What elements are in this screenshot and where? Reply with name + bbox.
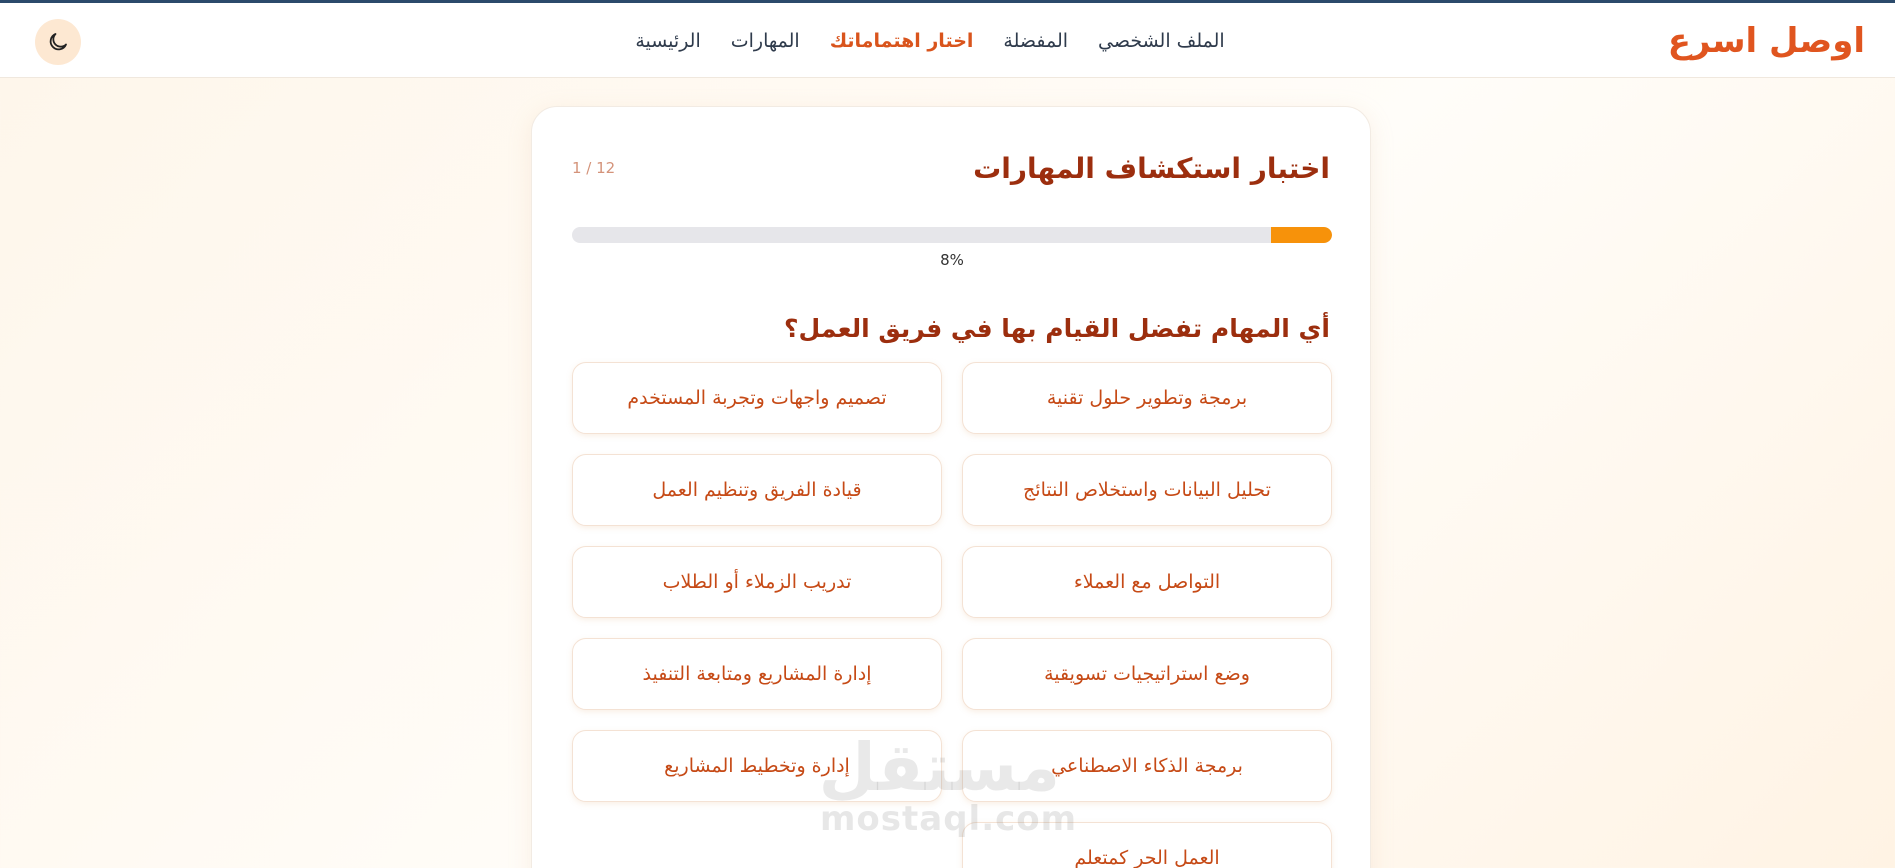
moon-icon [46, 30, 70, 54]
nav-skills[interactable]: المهارات [730, 29, 800, 52]
answer-option[interactable]: برمجة وتطوير حلول تقنية [962, 362, 1332, 434]
quiz-title: اختبار استكشاف المهارات [973, 152, 1330, 185]
answer-option[interactable]: قيادة الفريق وتنظيم العمل [572, 454, 942, 526]
progress-bar [572, 227, 1332, 243]
nav-profile[interactable]: الملف الشخصي [1098, 29, 1225, 52]
site-logo[interactable]: اوصل اسرع [1667, 21, 1865, 61]
answer-option[interactable]: العمل الحر كمتعلم [962, 822, 1332, 868]
answer-option[interactable]: برمجة الذكاء الاصطناعي [962, 730, 1332, 802]
answer-option[interactable]: تصميم واجهات وتجربة المستخدم [572, 362, 942, 434]
answer-option[interactable]: التواصل مع العملاء [962, 546, 1332, 618]
theme-toggle-button[interactable] [35, 19, 81, 65]
progress-percent: 8% [940, 251, 964, 269]
top-navbar [0, 3, 1895, 78]
answer-option[interactable]: وضع استراتيجيات تسويقية [962, 638, 1332, 710]
main-nav [600, 3, 1260, 78]
answer-option[interactable]: تدريب الزملاء أو الطلاب [572, 546, 942, 618]
progress-fill [1271, 227, 1332, 243]
question-counter: 1 / 12 [572, 159, 616, 177]
nav-choose-interests[interactable]: اختار اهتماماتك [829, 29, 974, 52]
nav-favorites[interactable]: المفضلة [1003, 29, 1069, 52]
answer-option[interactable]: إدارة المشاريع ومتابعة التنفيذ [572, 638, 942, 710]
nav-home[interactable]: الرئيسية [635, 29, 701, 52]
answer-options [572, 362, 1332, 868]
quiz-card [531, 106, 1371, 868]
question-text: أي المهام تفضل القيام بها في فريق العمل؟ [784, 314, 1330, 343]
answer-option[interactable]: إدارة وتخطيط المشاريع [572, 730, 942, 802]
answer-option[interactable]: تحليل البيانات واستخلاص النتائج [962, 454, 1332, 526]
